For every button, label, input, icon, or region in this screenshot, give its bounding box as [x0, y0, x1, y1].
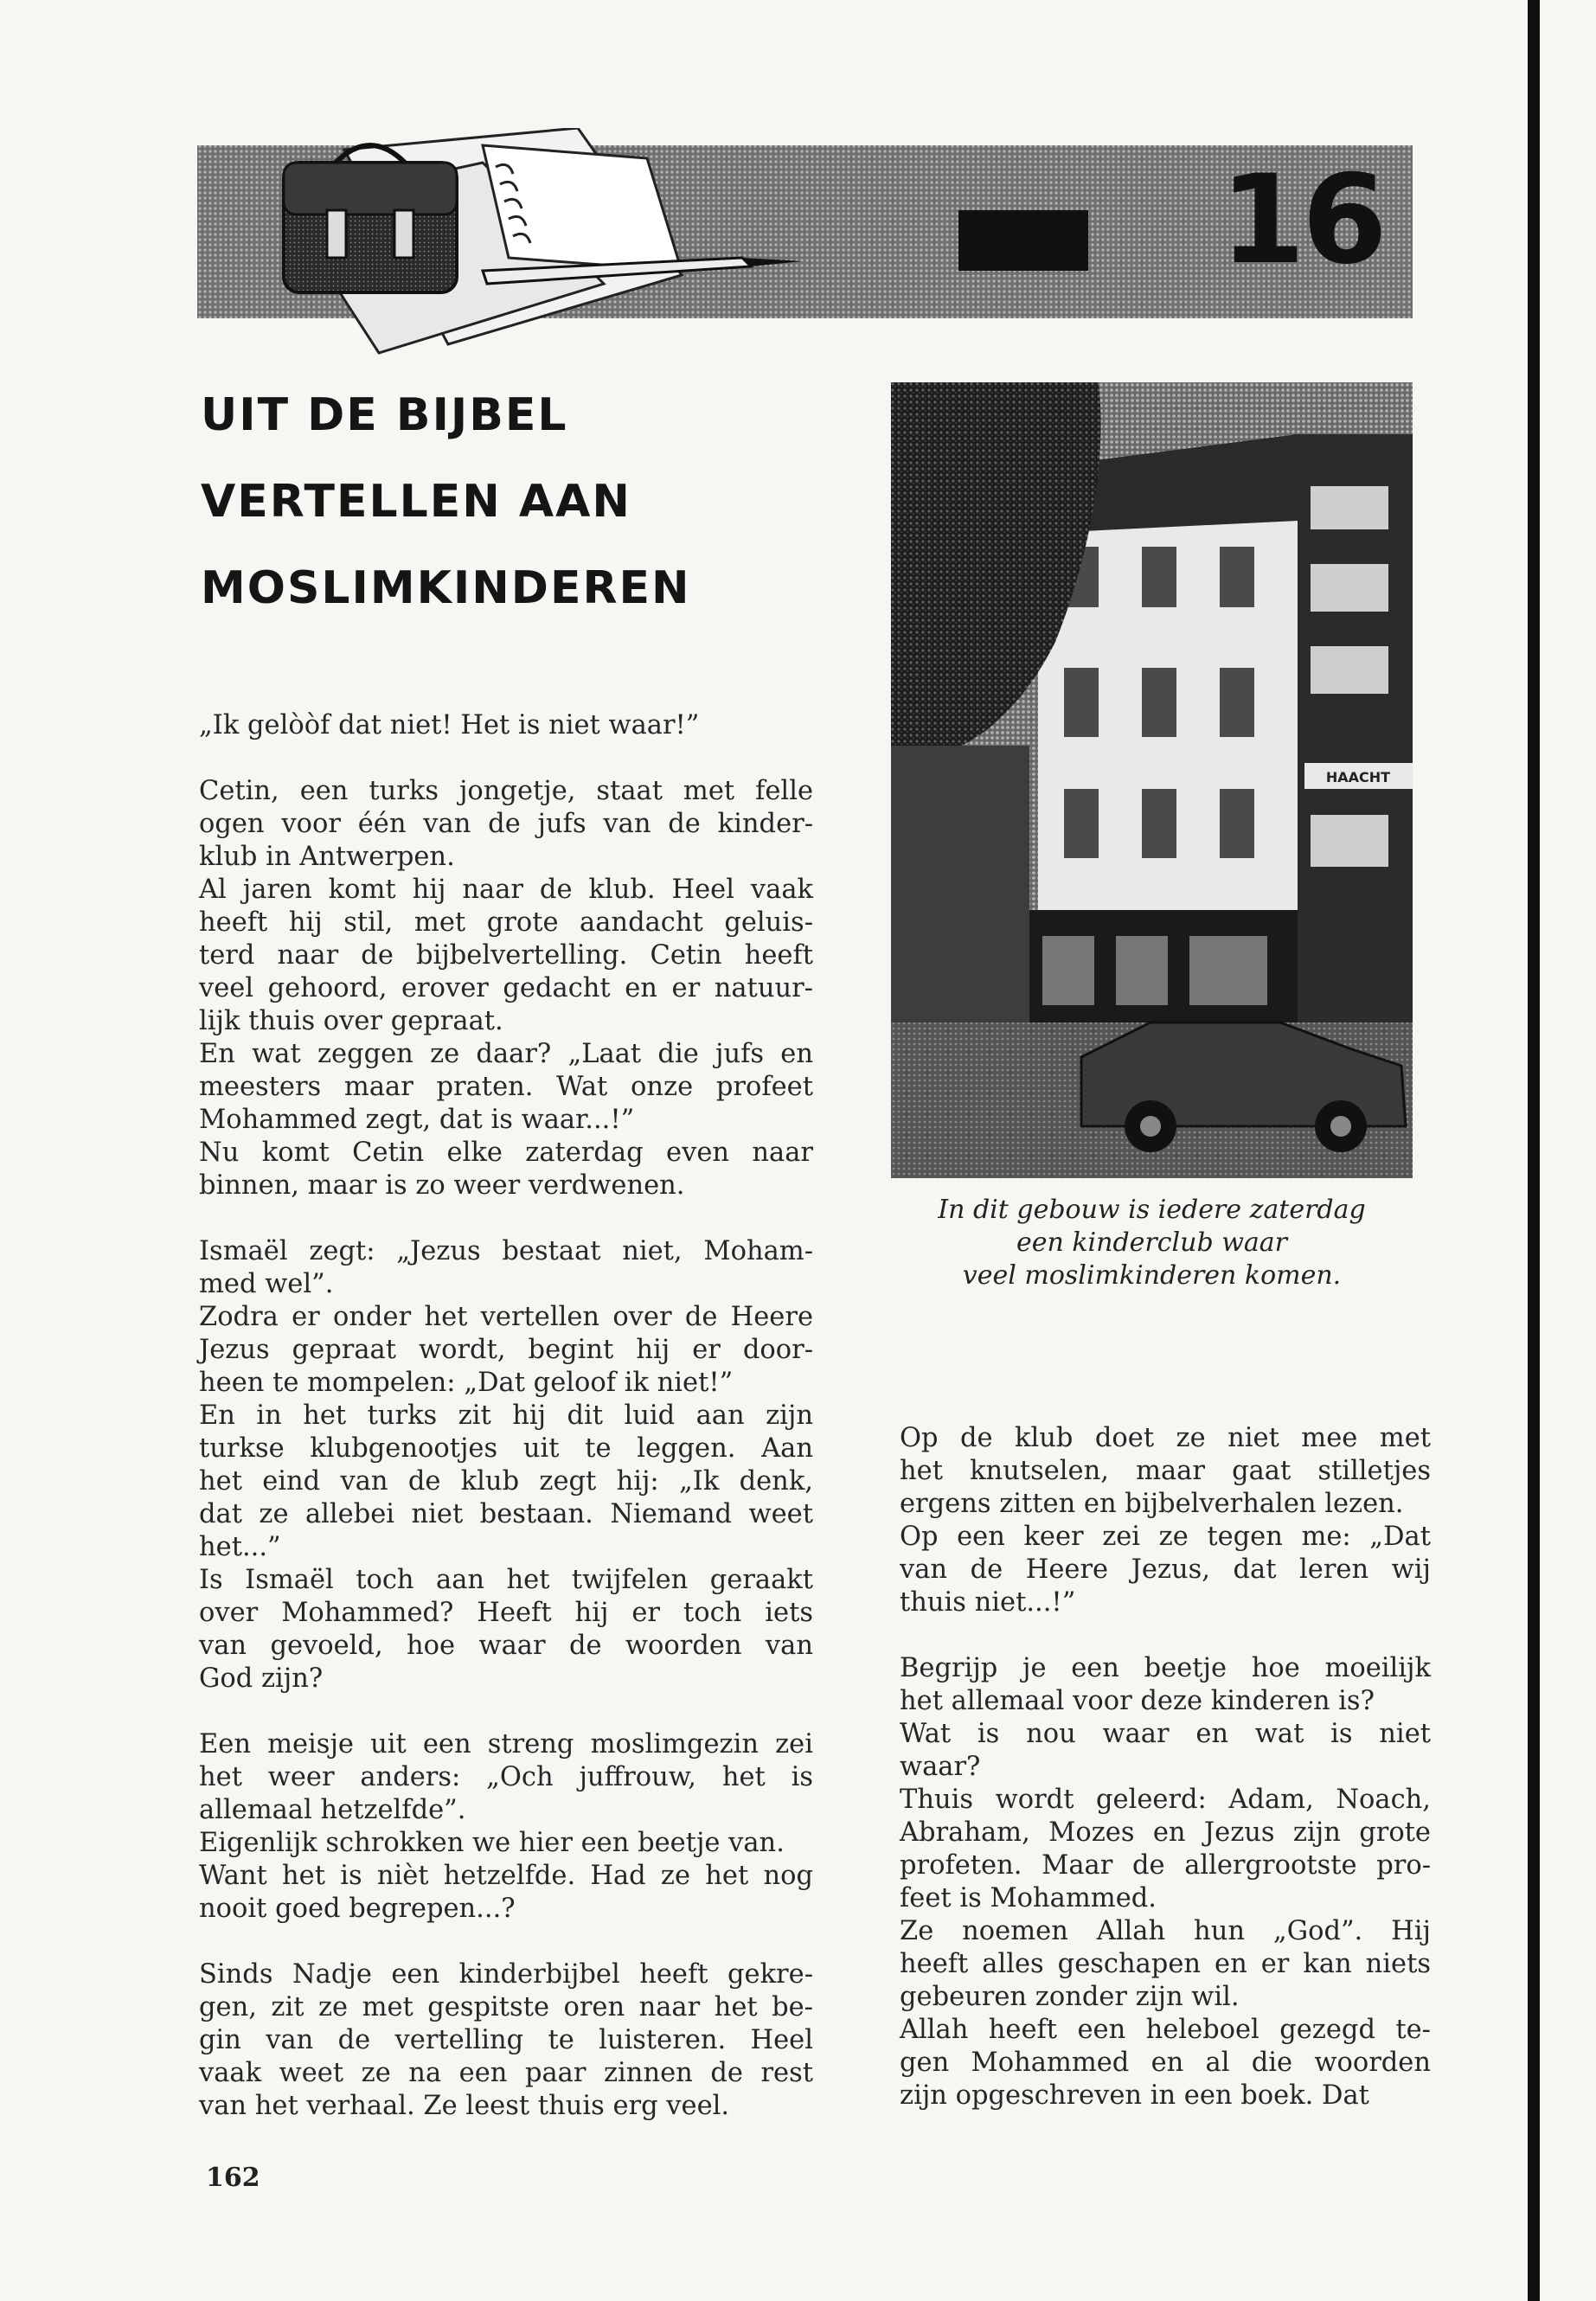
caption-line: In dit gebouw is iedere zaterdag — [938, 1195, 1366, 1225]
text-line: het allemaal voor deze kinderen is? — [900, 1686, 1375, 1716]
text-line: ogen voor één van de jufs van de kinder- — [199, 809, 813, 839]
text-line: turkse klubgenootjes uit te leggen. Aan — [199, 1433, 813, 1464]
paragraph — [199, 1958, 813, 2123]
text-line: Al jaren komt hij naar de klub. Heel vaak — [199, 875, 813, 905]
text-line: En in het turks zit hij dit luid aan zijn — [199, 1400, 813, 1431]
text-line: van de Heere Jezus, dat leren wij — [900, 1554, 1431, 1585]
text-line: heeft hij stil, met grote aandacht geluis- — [199, 907, 813, 938]
text-line: En wat zeggen ze daar? „Laat die jufs en — [199, 1039, 813, 1069]
paragraph — [900, 1652, 1431, 2112]
text-line: gebeuren zonder zijn wil. — [900, 1982, 1240, 2012]
text-line: Is Ismaël toch aan het twijfelen geraakt — [199, 1565, 813, 1595]
text-line: Wat is nou waar en wat is niet — [900, 1719, 1431, 1749]
text-line: ergens zitten en bijbelverhalen lezen. — [900, 1489, 1404, 1519]
paragraph — [199, 775, 813, 1202]
paragraph — [199, 709, 813, 742]
text-line: dat ze allebei niet bestaan. Niemand weet — [199, 1499, 813, 1529]
text-line: vaak weet ze na een paar zinnen de rest — [199, 2058, 813, 2088]
photo-caption — [891, 1194, 1413, 1292]
text-line: terd naar de bijbelvertelling. Cetin heeft — [199, 940, 813, 971]
text-line: thuis niet...!” — [900, 1587, 1076, 1618]
left-column — [199, 709, 813, 2156]
text-line: Nu komt Cetin elke zaterdag even naar — [199, 1138, 813, 1168]
text-line: Ismaël zegt: „Jezus bestaat niet, Moham- — [199, 1236, 813, 1266]
text-line: het eind van de klub zegt hij: „Ik denk, — [199, 1466, 813, 1497]
text-line: waar? — [900, 1752, 981, 1782]
text-line: lijk thuis over gepraat. — [199, 1006, 503, 1036]
text-line: het...” — [199, 1532, 281, 1562]
chapter-number: 16 — [1220, 149, 1384, 292]
text-line: Mohammed zegt, dat is waar...!” — [199, 1105, 635, 1135]
text-line: Zodra er onder het vertellen over de Heere — [199, 1302, 813, 1332]
text-line: nooit goed begrepen...? — [199, 1894, 516, 1924]
text-line: over Mohammed? Heeft hij er toch iets — [199, 1598, 813, 1628]
paragraph — [199, 1235, 813, 1695]
page-edge-rule — [1528, 0, 1540, 2301]
text-line: Sinds Nadje een kinderbijbel heeft gekre- — [199, 1959, 813, 1990]
text-line: zijn opgeschreven in een boek. Dat — [900, 2080, 1369, 2111]
page-number: 162 — [206, 2163, 260, 2193]
text-line: Allah heeft een heleboel gezegd te- — [900, 2015, 1431, 2045]
shop-sign: HAACHT — [1325, 769, 1391, 785]
text-line: gin van de vertelling te luisteren. Heel — [199, 2025, 813, 2055]
text-line: feet is Mohammed. — [900, 1883, 1157, 1913]
text-line: gen, zit ze met gespitste oren naar het be- — [199, 1992, 813, 2022]
text-line: Ze noemen Allah hun „God”. Hij — [900, 1916, 1431, 1946]
text-line: God zijn? — [199, 1663, 324, 1694]
caption-line: veel moslimkinderen komen. — [962, 1260, 1342, 1291]
text-line: Cetin, een turks jongetje, staat met felle — [199, 776, 813, 806]
text-line: med wel”. — [199, 1269, 334, 1299]
caption-line: een kinderclub waar — [1016, 1227, 1287, 1258]
text-line: Thuis wordt geleerd: Adam, Noach, — [900, 1785, 1431, 1815]
right-column — [900, 1422, 1431, 2145]
text-line: gen Mohammed en al die woorden — [900, 2048, 1431, 2078]
text-line: heeft alles geschapen en er kan niets — [900, 1949, 1431, 1979]
paragraph — [199, 1728, 813, 1926]
text-line: Eigenlijk schrokken we hier een beetje van. — [199, 1828, 785, 1858]
text-line: van gevoeld, hoe waar de woorden van — [199, 1631, 813, 1661]
text-line: heen te mompelen: „Dat geloof ik niet!” — [199, 1368, 734, 1398]
text-line: van het verhaal. Ze leest thuis erg veel. — [199, 2091, 730, 2121]
text-line: Op de klub doet ze niet mee met — [900, 1423, 1431, 1453]
text-line: binnen, maar is zo weer verdwenen. — [199, 1170, 685, 1201]
title-line: VERTELLEN AAN — [201, 476, 631, 528]
text-line: Jezus gepraat wordt, begint hij er door- — [199, 1335, 813, 1365]
text-line: Want het is nièt hetzelfde. Had ze het nog — [199, 1861, 813, 1891]
text-line: het weer anders: „Och juffrouw, het is — [199, 1762, 813, 1792]
building-photo — [891, 382, 1413, 1178]
text-line: Een meisje uit een streng moslimgezin zei — [199, 1729, 813, 1759]
title-line: UIT DE BIJBEL — [201, 389, 568, 441]
text-line: Begrijp je een beetje hoe moeilijk — [900, 1653, 1431, 1683]
paragraph — [900, 1422, 1431, 1619]
text-line: „Ik gelòòf dat niet! Het is niet waar!” — [199, 710, 700, 740]
text-line: klub in Antwerpen. — [199, 842, 455, 872]
text-line: Abraham, Mozes en Jezus zijn grote — [900, 1817, 1431, 1848]
text-line: veel gehoord, erover gedacht en er natuur- — [199, 973, 813, 1003]
title-line: MOSLIMKINDEREN — [201, 562, 691, 614]
text-line: meesters maar praten. Wat onze profeet — [199, 1072, 813, 1102]
text-line: Op een keer zei ze tegen me: „Dat — [900, 1522, 1431, 1552]
text-line: profeten. Maar de allergrootste pro- — [900, 1850, 1431, 1881]
article-title — [201, 372, 806, 631]
text-line: allemaal hetzelfde”. — [199, 1795, 466, 1825]
text-line: het knutselen, maar gaat stilletjes — [900, 1456, 1431, 1486]
satchel-icon — [284, 145, 457, 292]
